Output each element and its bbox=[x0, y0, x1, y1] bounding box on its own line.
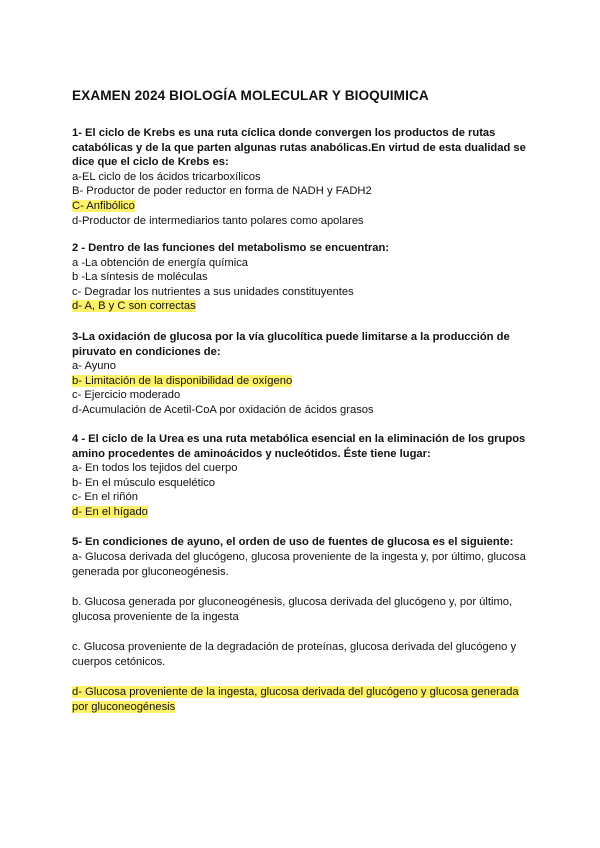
option-b-correct-highlighted: b- Limitación de la disponibilidad de oxígeno bbox=[72, 374, 293, 387]
option-c: c. Glucosa proveniente de la degradación de proteínas, glucosa derivada del glucógeno y cuerpos cetónicos. bbox=[72, 640, 517, 668]
option-d-correct-highlighted: d- En el hígado bbox=[72, 505, 148, 518]
option-d-correct-highlighted: d- Glucosa proveniente de la ingesta, glucosa derivada del glucógeno y glucosa generada por gluconeogénesis bbox=[72, 685, 519, 713]
option-a: a- Glucosa derivada del glucógeno, glucosa proveniente de la ingesta y, por último, glucosa generada por gluconeogénesis. bbox=[72, 550, 526, 578]
question-text: 1- El ciclo de Krebs es una ruta cíclica donde convergen los productos de rutas catabólicas y de la que parten algunas rutas anabólicas.En virtud de esta dualidad se dice que el ciclo de Krebs es: bbox=[72, 127, 526, 169]
question-text: 2 - Dentro de las funciones del metabolismo se encuentran: bbox=[72, 242, 390, 254]
option-b: b- En el músculo esquelético bbox=[72, 476, 216, 489]
question-5 bbox=[72, 535, 532, 730]
option-c: c- Ejercicio moderado bbox=[72, 389, 181, 402]
option-d: d-Acumulación de Acetil-CoA por oxidación de ácidos grasos bbox=[72, 403, 374, 416]
question-text: 4 - El ciclo de la Urea es una ruta metabólica esencial en la eliminación de los grupos amino procedentes de aminoácidos y nucleótidos. Éste tiene lugar: bbox=[72, 433, 526, 460]
option-a: a- En todos los tejidos del cuerpo bbox=[72, 462, 238, 475]
option-b: B- Productor de poder reductor en forma de NADH y FADH2 bbox=[72, 185, 372, 198]
option-a: a-EL ciclo de los ácidos tricarboxílicos bbox=[72, 170, 261, 183]
option-c: c- Degradar los nutrientes a sus unidades constituyentes bbox=[72, 285, 354, 298]
question-2 bbox=[72, 241, 532, 314]
option-a: a -La obtención de energía química bbox=[72, 256, 249, 269]
option-c-correct-highlighted: C- Anfibólico bbox=[72, 199, 135, 212]
option-d: d-Productor de intermediarios tanto polares como apolares bbox=[72, 214, 364, 227]
exam-title: EXAMEN 2024 BIOLOGÍA MOLECULAR Y BIOQUIMICA bbox=[72, 88, 429, 103]
question-text: 5- En condiciones de ayuno, el orden de uso de fuentes de glucosa es el siguiente: bbox=[72, 536, 514, 548]
option-b: b. Glucosa generada por gluconeogénesis, glucosa derivada del glucógeno y, por último, glucosa proveniente de la ingesta bbox=[72, 595, 513, 623]
option-b: b -La síntesis de moléculas bbox=[72, 271, 208, 284]
question-4 bbox=[72, 432, 532, 520]
option-a: a- Ayuno bbox=[72, 360, 116, 373]
question-1 bbox=[72, 126, 532, 228]
option-d-correct-highlighted: d- A, B y C son correctas bbox=[72, 300, 196, 313]
question-3 bbox=[72, 330, 532, 418]
question-text: 3-La oxidación de glucosa por la vía glucolítica puede limitarse a la producción de piruvato en condiciones de: bbox=[72, 331, 510, 358]
option-c: c- En el riñón bbox=[72, 491, 138, 504]
